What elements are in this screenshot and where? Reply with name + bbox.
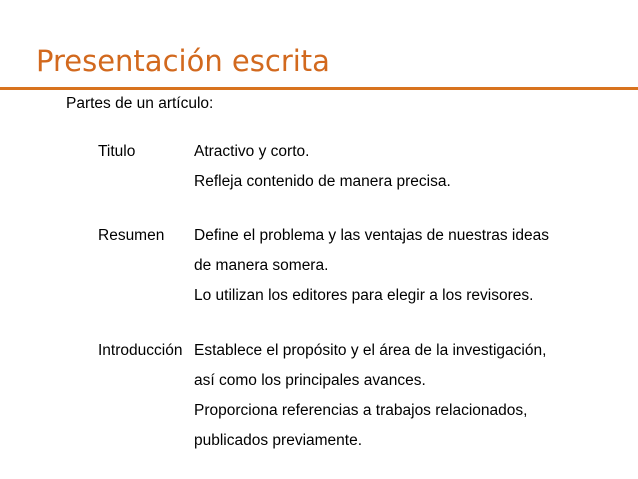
description-line: Proporciona referencias a trabajos relacionados, <box>194 402 528 419</box>
subtitle: Partes de un artículo: <box>66 95 214 112</box>
description-line: publicados previamente. <box>194 432 363 449</box>
description-line: de manera somera. <box>194 257 329 274</box>
description-line: Define el problema y las ventajas de nuestras ideas <box>194 227 549 244</box>
description-line: Lo utilizan los editores para elegir a los revisores. <box>194 287 534 304</box>
description-line: Refleja contenido de manera precisa. <box>194 173 451 190</box>
description-line: Atractivo y corto. <box>194 143 310 160</box>
section-term: Titulo <box>98 143 136 160</box>
section-description <box>194 342 546 462</box>
section-description <box>194 227 549 317</box>
title-divider <box>0 87 638 90</box>
section-term: Resumen <box>98 227 165 244</box>
section-description <box>194 143 451 203</box>
section-term: Introducción <box>98 342 183 359</box>
description-line: Establece el propósito y el área de la investigación, <box>194 342 547 359</box>
description-line: así como los principales avances. <box>194 372 426 389</box>
page-title: Presentación escrita <box>36 44 330 78</box>
